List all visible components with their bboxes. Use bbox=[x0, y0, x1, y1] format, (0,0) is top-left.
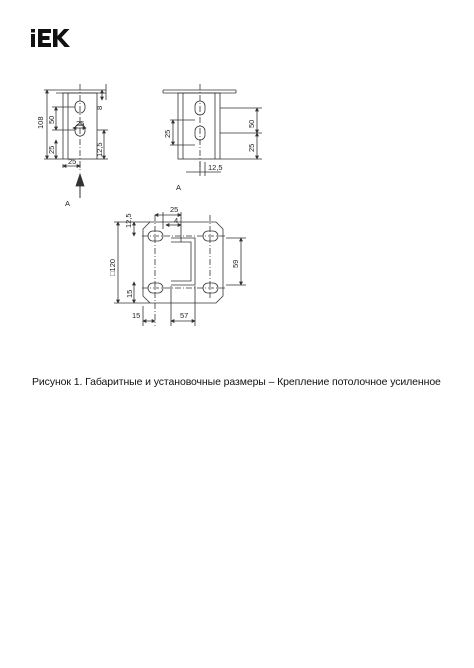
top-dim-4: 4 bbox=[174, 216, 179, 225]
figure-caption: Рисунок 1. Габаритные и установочные размеры – Крепление потолочное усиленное bbox=[32, 376, 441, 388]
top-dim-59: 59 bbox=[231, 259, 240, 268]
side-dim-108: 108 bbox=[36, 116, 45, 129]
front-dim-25-right: 25 bbox=[247, 143, 256, 152]
front-dim-25-left: 25 bbox=[163, 129, 172, 138]
side-dim-50: 50 bbox=[47, 115, 56, 124]
front-dim-12-5: 12,5 bbox=[208, 163, 223, 172]
top-dim-12-5: 12,5 bbox=[124, 213, 133, 228]
side-view bbox=[44, 84, 108, 198]
side-dim-25-bottom: 25 bbox=[68, 157, 77, 166]
front-view-label: A bbox=[176, 183, 182, 192]
top-view bbox=[114, 212, 246, 326]
top-dim-120: □120 bbox=[108, 258, 117, 276]
top-dim-15-v: 15 bbox=[125, 289, 134, 298]
side-dim-12-5: 12,5 bbox=[95, 142, 104, 157]
view-arrow-label: A bbox=[65, 199, 71, 208]
side-dim-25-slot: 25 bbox=[76, 119, 85, 128]
top-dim-25: 25 bbox=[170, 205, 179, 214]
side-dim-8: 8 bbox=[95, 105, 104, 110]
side-dim-25-left: 25 bbox=[47, 145, 56, 154]
top-dim-15-h: 15 bbox=[132, 311, 141, 320]
top-dim-57: 57 bbox=[180, 311, 189, 320]
front-dim-50: 50 bbox=[247, 119, 256, 128]
